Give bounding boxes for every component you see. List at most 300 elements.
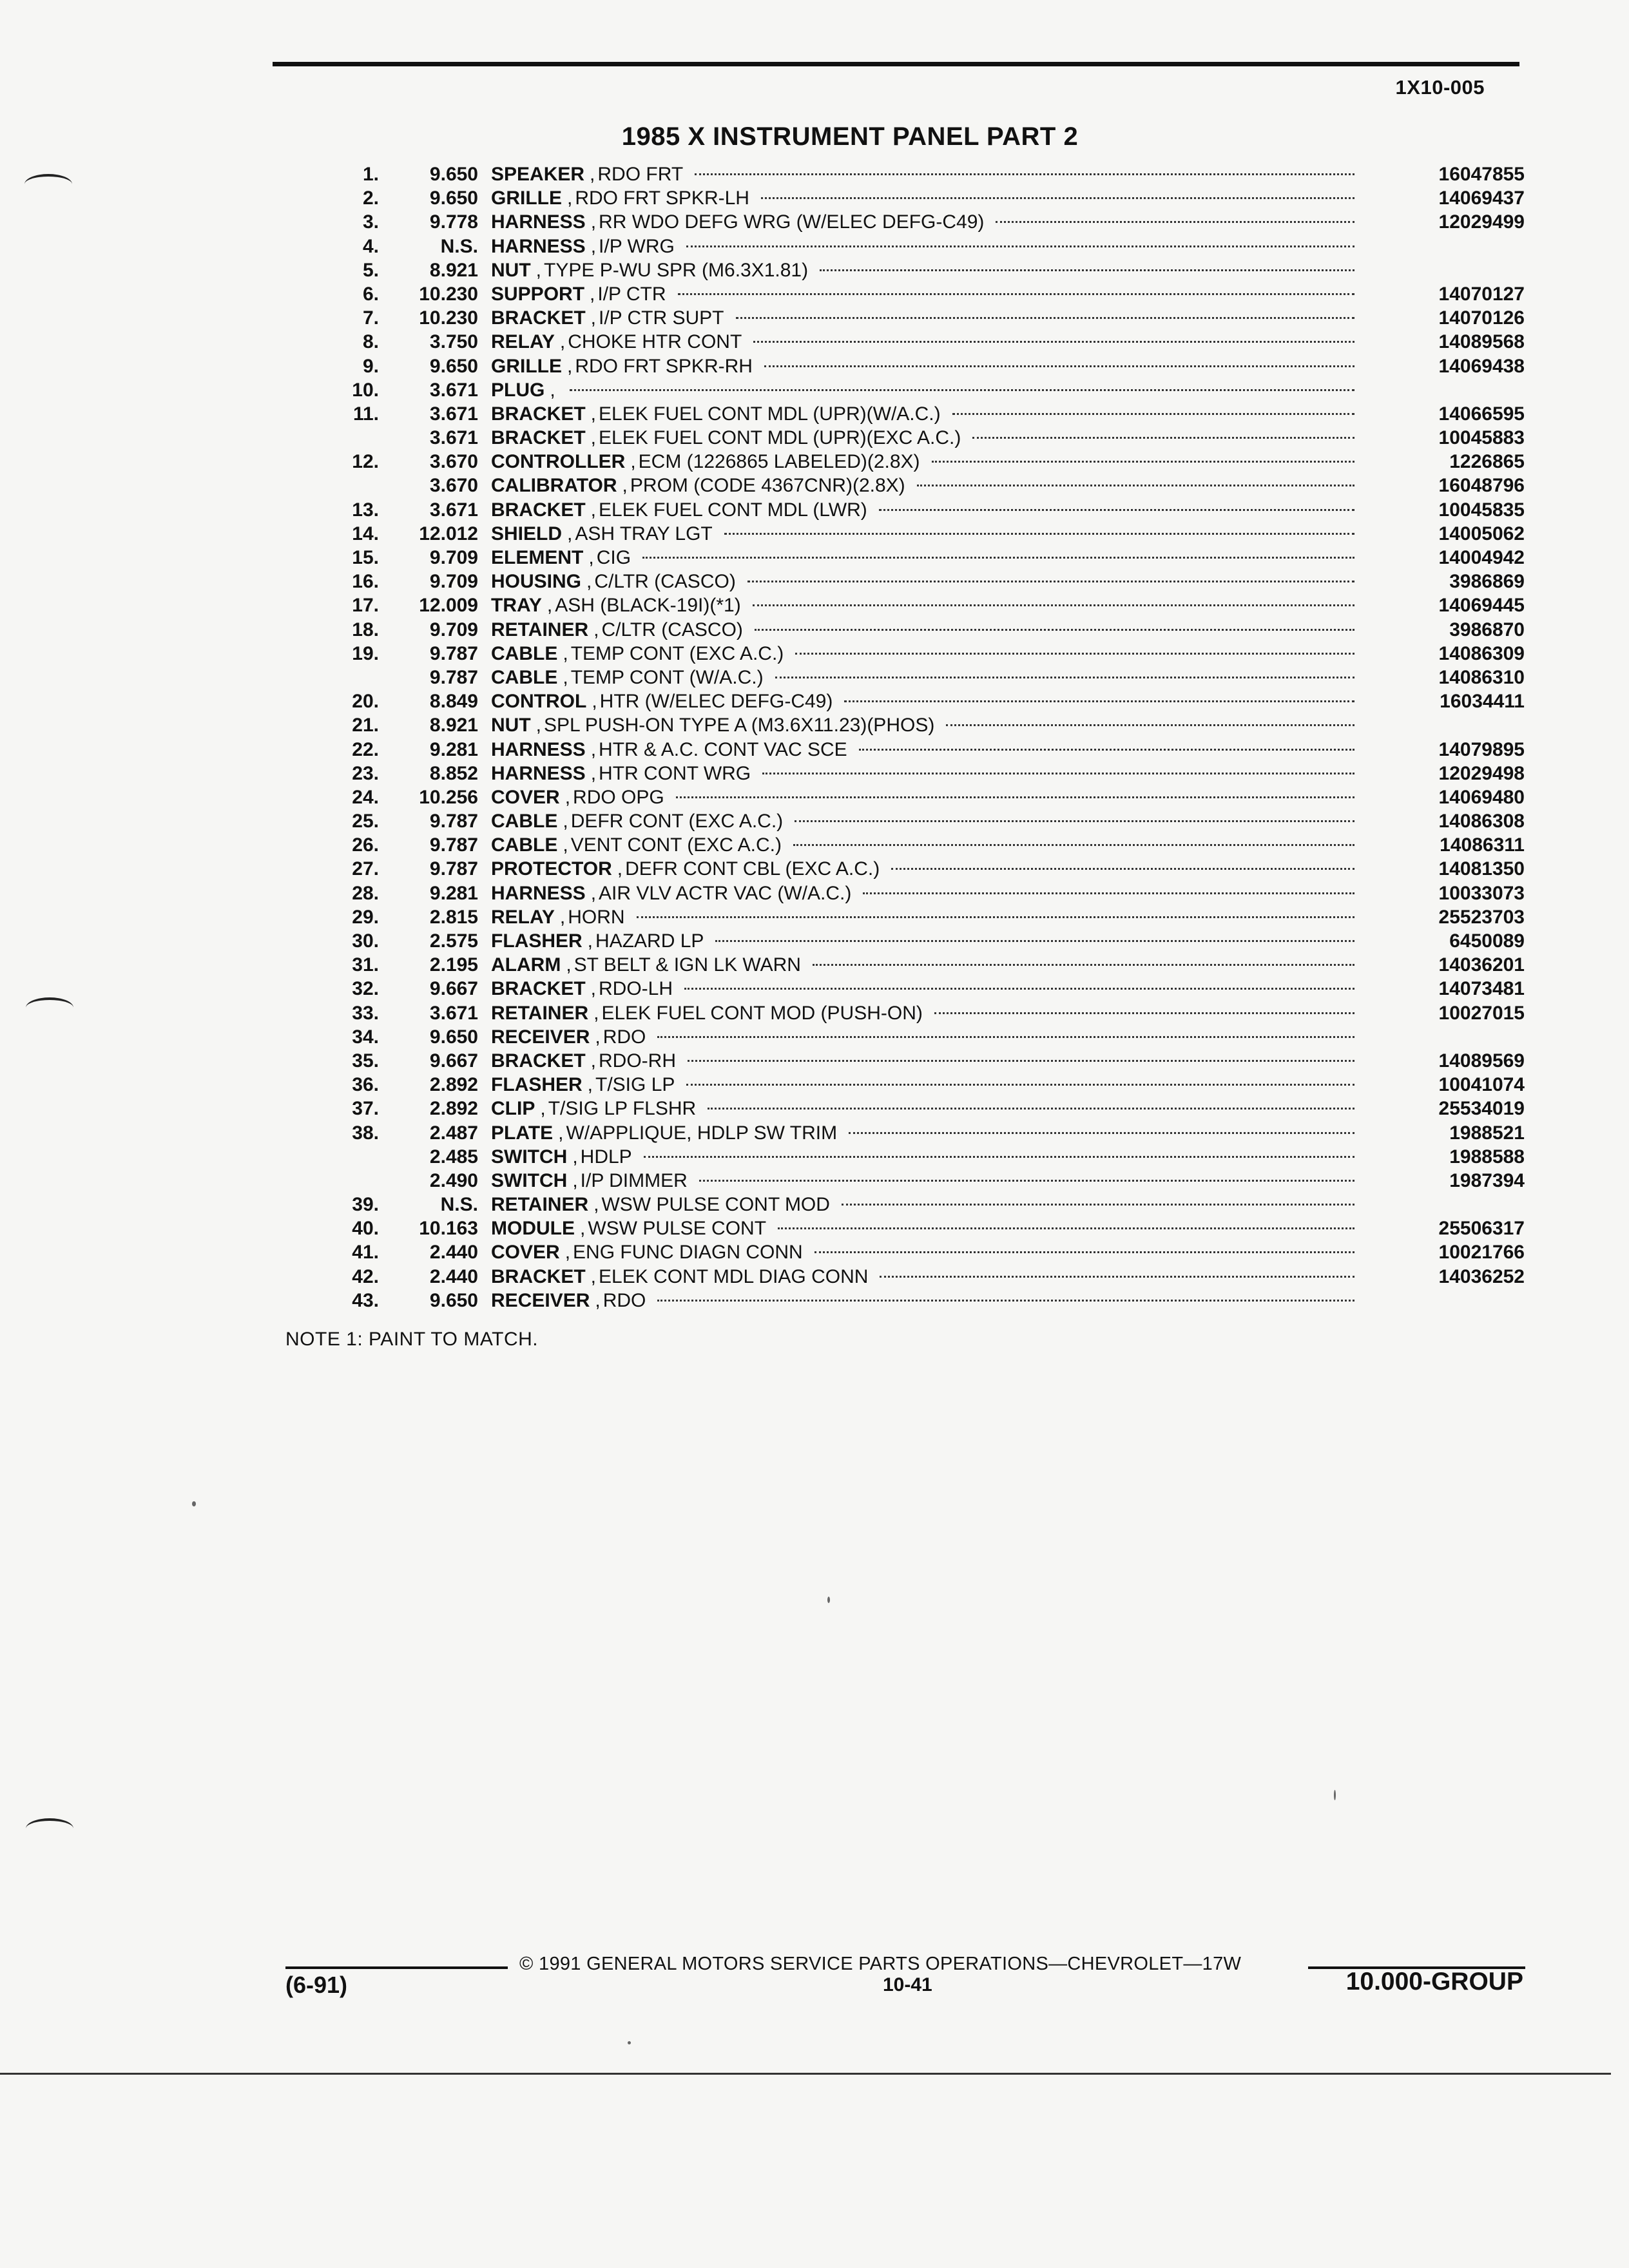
reference-number: 2.440: [429, 1265, 478, 1287]
part-name: CONTROL: [491, 691, 587, 713]
item-number: 39.: [352, 1194, 379, 1216]
part-detail: RDO-RH: [599, 1050, 677, 1072]
part-number: 25534019: [1438, 1098, 1525, 1120]
part-row: [284, 546, 1525, 570]
item-number: 22.: [352, 738, 379, 760]
part-number: 1988521: [1449, 1122, 1525, 1144]
dot-leader: [952, 413, 1354, 415]
part-name: BRACKET: [491, 427, 586, 449]
part-detail: ASH (BLACK-19I)(*1): [555, 595, 741, 617]
part-row: [284, 235, 1525, 258]
item-number: 10.: [352, 379, 379, 401]
part-detail: ELEK CONT MDL DIAG CONN: [599, 1265, 869, 1287]
part-row: [284, 450, 1525, 474]
part-name: HARNESS: [491, 738, 586, 760]
reference-number: 3.671: [429, 403, 478, 425]
part-name: NUT: [491, 715, 531, 736]
part-description: [491, 402, 1364, 426]
part-detail: CHOKE HTR CONT: [568, 331, 742, 353]
part-row: [284, 905, 1525, 929]
description-separator: ,: [546, 595, 553, 617]
part-number: 10033073: [1438, 882, 1525, 904]
item-number: 25.: [352, 811, 379, 832]
part-number: 25506317: [1438, 1218, 1525, 1240]
description-separator: ,: [590, 403, 597, 425]
item-number: 2.: [362, 187, 379, 209]
part-description: [491, 426, 1364, 450]
part-name: TRAY: [491, 595, 542, 617]
part-number: 16048796: [1438, 475, 1525, 497]
part-detail: DEFR CONT CBL (EXC A.C.): [625, 858, 880, 880]
part-row: [284, 1073, 1525, 1097]
part-description: [491, 1289, 1364, 1312]
item-number: 38.: [352, 1122, 379, 1144]
reference-number: 3.671: [429, 499, 478, 521]
part-description: [491, 977, 1364, 1001]
reference-number: 2.892: [429, 1074, 478, 1096]
part-description: [491, 857, 1364, 881]
dot-leader: [657, 1300, 1354, 1302]
part-detail: HTR (W/ELEC DEFG-C49): [599, 691, 833, 713]
footer-rule: [285, 1966, 508, 1969]
part-name: NUT: [491, 259, 531, 281]
reference-number: 9.667: [429, 978, 478, 1000]
item-number: 20.: [352, 691, 379, 713]
part-name: RETAINER: [491, 1002, 589, 1024]
reference-number: 3.750: [429, 331, 478, 353]
item-number: 15.: [352, 547, 379, 568]
dot-leader: [934, 1012, 1354, 1014]
reference-number: 10.163: [419, 1218, 478, 1240]
part-name: CABLE: [491, 642, 558, 664]
part-number: 12029498: [1438, 762, 1525, 784]
dot-leader: [879, 509, 1354, 511]
item-number: 8.: [362, 331, 379, 353]
description-separator: ,: [590, 499, 597, 521]
part-description: [491, 833, 1364, 857]
dot-leader: [747, 581, 1354, 582]
item-number: 35.: [352, 1050, 379, 1072]
part-name: RETAINER: [491, 1194, 589, 1216]
reference-number: 12.009: [419, 595, 478, 617]
part-description: [491, 474, 1364, 497]
part-detail: TYPE P-WU SPR (M6.3X1.81): [544, 259, 809, 281]
part-row: [284, 1121, 1525, 1145]
description-separator: ,: [593, 1194, 599, 1216]
part-detail: RDO: [602, 1026, 646, 1048]
item-number: 33.: [352, 1002, 379, 1024]
reference-number: 2.487: [429, 1122, 478, 1144]
part-name: CLIP: [491, 1098, 535, 1120]
part-detail: ELEK FUEL CONT MOD (PUSH-ON): [601, 1002, 923, 1024]
part-number: 14086311: [1440, 834, 1525, 856]
reference-number: 2.440: [429, 1242, 478, 1264]
part-row: [284, 1289, 1525, 1312]
part-name: PROTECTOR: [491, 858, 612, 880]
dot-leader: [795, 820, 1354, 822]
description-separator: ,: [590, 1050, 597, 1072]
part-name: SWITCH: [491, 1169, 568, 1191]
part-number: 14069480: [1438, 786, 1525, 808]
description-separator: ,: [590, 307, 597, 329]
part-name: CONTROLLER: [491, 451, 626, 473]
part-description: [491, 282, 1364, 306]
part-number: 16047855: [1438, 164, 1525, 185]
part-description: [491, 689, 1364, 713]
dot-leader: [724, 533, 1354, 535]
part-name: BRACKET: [491, 403, 586, 425]
part-row: [284, 762, 1525, 785]
description-separator: ,: [540, 1098, 546, 1120]
part-number: 14069437: [1438, 187, 1525, 209]
item-number: 37.: [352, 1098, 379, 1120]
part-name: BRACKET: [491, 307, 586, 329]
description-separator: ,: [566, 954, 572, 976]
part-number: 10021766: [1438, 1242, 1525, 1264]
dot-leader: [684, 988, 1354, 990]
part-row: [284, 378, 1525, 402]
dot-leader: [844, 700, 1354, 702]
part-detail: RDO FRT: [597, 164, 684, 185]
item-number: 11.: [352, 403, 379, 425]
description-separator: ,: [567, 355, 573, 377]
dot-leader: [686, 1084, 1354, 1086]
part-row: [284, 666, 1525, 689]
description-separator: ,: [567, 187, 573, 209]
part-row: [284, 1216, 1525, 1240]
part-description: [491, 1121, 1364, 1145]
part-detail: ST BELT & IGN LK WARN: [574, 954, 801, 976]
page-number: 10-41: [883, 1974, 932, 1995]
description-separator: ,: [630, 451, 636, 473]
description-separator: ,: [592, 691, 597, 713]
part-number: 10045835: [1438, 499, 1525, 521]
punch-hole-mark: [26, 997, 73, 1018]
bottom-rule: [0, 2073, 1611, 2075]
reference-number: 9.281: [429, 738, 478, 760]
dot-leader: [676, 796, 1354, 798]
description-separator: ,: [558, 1122, 564, 1144]
item-number: 5.: [362, 259, 379, 281]
item-number: 43.: [352, 1289, 379, 1311]
dot-leader: [996, 221, 1354, 223]
part-detail: WSW PULSE CONT MOD: [601, 1194, 830, 1216]
dot-leader: [859, 749, 1354, 751]
reference-number: 3.671: [429, 1002, 478, 1024]
part-detail: RR WDO DEFG WRG (W/ELEC DEFG-C49): [599, 211, 985, 233]
dot-leader: [715, 940, 1354, 942]
reference-number: 9.787: [429, 666, 478, 688]
dot-leader: [795, 653, 1354, 655]
part-number: 14036252: [1438, 1265, 1525, 1287]
part-name: RELAY: [491, 906, 555, 928]
part-row: [284, 258, 1525, 282]
item-number: 41.: [352, 1242, 379, 1264]
item-number: 21.: [352, 715, 379, 736]
part-row: [284, 426, 1525, 450]
part-name: RECEIVER: [491, 1026, 590, 1048]
part-number: 16034411: [1440, 691, 1525, 713]
dot-leader: [708, 1108, 1354, 1110]
part-description: [491, 570, 1364, 593]
part-number: 6450089: [1449, 930, 1525, 952]
part-detail: HTR CONT WRG: [599, 762, 751, 784]
dot-leader: [686, 245, 1354, 247]
part-description: [491, 546, 1364, 570]
part-detail: RDO OPG: [573, 786, 664, 808]
reference-number: 8.852: [429, 762, 478, 784]
part-number: 14089568: [1438, 331, 1525, 353]
description-separator: ,: [535, 259, 541, 281]
part-detail: SPL PUSH-ON TYPE A (M3.6X11.23)(PHOS): [544, 715, 935, 736]
part-row: [284, 713, 1525, 737]
part-row: [284, 402, 1525, 426]
scan-speck: [1334, 1790, 1336, 1800]
part-name: SUPPORT: [491, 283, 585, 305]
part-row: [284, 570, 1525, 593]
dot-leader: [880, 1276, 1354, 1278]
reference-number: 9.281: [429, 882, 478, 904]
part-row: [284, 1169, 1525, 1193]
part-name: HARNESS: [491, 235, 586, 257]
part-row: [284, 857, 1525, 881]
part-detail: HORN: [568, 906, 625, 928]
reference-number: 9.650: [429, 187, 478, 209]
description-separator: ,: [595, 1289, 601, 1311]
part-name: BRACKET: [491, 978, 586, 1000]
dot-leader: [762, 773, 1354, 774]
part-description: [491, 929, 1364, 953]
part-description: [491, 593, 1364, 617]
part-detail: RDO FRT SPKR-RH: [575, 355, 753, 377]
part-row: [284, 1097, 1525, 1120]
part-description: [491, 666, 1364, 689]
part-description: [491, 785, 1364, 809]
part-row: [284, 1049, 1525, 1073]
part-name: SWITCH: [491, 1146, 568, 1168]
part-detail: HDLP: [580, 1146, 632, 1168]
description-separator: ,: [590, 235, 597, 257]
part-description: [491, 642, 1364, 666]
part-detail: I/P CTR SUPT: [599, 307, 724, 329]
reference-number: 8.921: [429, 259, 478, 281]
description-separator: ,: [587, 930, 593, 952]
part-row: [284, 522, 1525, 546]
part-detail: I/P CTR: [597, 283, 666, 305]
description-separator: ,: [559, 331, 566, 353]
part-name: HARNESS: [491, 762, 586, 784]
part-description: [491, 354, 1364, 378]
description-separator: ,: [580, 1218, 586, 1240]
reference-number: 9.709: [429, 619, 478, 640]
part-name: CABLE: [491, 811, 558, 832]
description-separator: ,: [587, 1074, 593, 1096]
part-name: CABLE: [491, 834, 558, 856]
reference-number: 9.787: [429, 858, 478, 880]
part-detail: ELEK FUEL CONT MDL (UPR)(W/A.C.): [599, 403, 941, 425]
part-description: [491, 809, 1364, 833]
part-row: [284, 953, 1525, 977]
part-number: 1988588: [1449, 1146, 1525, 1168]
part-detail: ELEK FUEL CONT MDL (LWR): [599, 499, 867, 521]
revision-date: (6-91): [285, 1972, 348, 1998]
dot-leader: [778, 1227, 1354, 1229]
part-number: 14079895: [1438, 738, 1525, 760]
dot-leader: [755, 629, 1354, 631]
reference-number: 2.892: [429, 1098, 478, 1120]
part-row: [284, 881, 1525, 905]
part-row: [284, 354, 1525, 378]
reference-number: 9.778: [429, 211, 478, 233]
dot-leader: [946, 724, 1354, 726]
part-detail: ECM (1226865 LABELED)(2.8X): [638, 451, 920, 473]
part-detail: PROM (CODE 4367CNR)(2.8X): [630, 475, 905, 497]
part-detail: VENT CONT (EXC A.C.): [570, 834, 782, 856]
part-number: 14081350: [1438, 858, 1525, 880]
part-detail: TEMP CONT (W/A.C.): [570, 666, 764, 688]
reference-number: 9.650: [429, 355, 478, 377]
description-separator: ,: [590, 762, 597, 784]
part-description: [491, 1025, 1364, 1049]
part-name: RETAINER: [491, 619, 589, 640]
part-row: [284, 210, 1525, 234]
dot-leader: [753, 341, 1354, 343]
part-description: [491, 1001, 1364, 1025]
part-description: [491, 881, 1364, 905]
description-separator: ,: [590, 427, 597, 449]
part-row: [284, 593, 1525, 617]
reference-number: 2.485: [429, 1146, 478, 1168]
reference-number: 9.709: [429, 547, 478, 568]
description-separator: ,: [590, 164, 595, 185]
description-separator: ,: [590, 211, 597, 233]
punch-hole-mark: [24, 174, 72, 195]
item-number: 9.: [362, 355, 379, 377]
part-row: [284, 642, 1525, 666]
part-row: [284, 689, 1525, 713]
reference-number: 8.921: [429, 715, 478, 736]
description-separator: ,: [595, 1026, 601, 1048]
part-number: 14005062: [1438, 523, 1525, 544]
part-number: 14004942: [1438, 547, 1525, 568]
description-separator: ,: [622, 475, 628, 497]
part-number: 14070127: [1438, 283, 1525, 305]
dot-leader: [793, 844, 1354, 846]
item-number: 6.: [362, 283, 379, 305]
part-row: [284, 929, 1525, 953]
part-detail: C/LTR (CASCO): [594, 571, 736, 593]
part-name: COVER: [491, 786, 560, 808]
part-detail: HAZARD LP: [595, 930, 704, 952]
description-separator: ,: [550, 379, 555, 401]
description-separator: ,: [563, 834, 568, 856]
description-separator: ,: [593, 1002, 599, 1024]
part-description: [491, 210, 1364, 234]
item-number: 34.: [352, 1026, 379, 1048]
reference-number: 9.709: [429, 571, 478, 593]
part-number: 14086310: [1438, 666, 1525, 688]
part-row: [284, 282, 1525, 306]
part-description: [491, 450, 1364, 474]
item-number: 30.: [352, 930, 379, 952]
description-separator: ,: [586, 571, 592, 593]
reference-number: 8.849: [429, 691, 478, 713]
part-description: [491, 1216, 1364, 1240]
reference-number: 3.671: [429, 427, 478, 449]
copyright: © 1991 GENERAL MOTORS SERVICE PARTS OPERATIONS—CHEVROLET—17W: [519, 1954, 1242, 1974]
part-name: RECEIVER: [491, 1289, 590, 1311]
part-name: GRILLE: [491, 187, 562, 209]
reference-number: 9.787: [429, 811, 478, 832]
dot-leader: [657, 1036, 1354, 1038]
part-name: PLATE: [491, 1122, 554, 1144]
part-description: [491, 1240, 1364, 1264]
part-name: FLASHER: [491, 1074, 583, 1096]
dot-leader: [761, 197, 1354, 199]
dot-leader: [570, 389, 1354, 391]
reference-number: 9.787: [429, 834, 478, 856]
part-number: 12029499: [1438, 211, 1525, 233]
part-number: 14086309: [1438, 642, 1525, 664]
part-description: [491, 330, 1364, 354]
part-detail: RDO FRT SPKR-LH: [575, 187, 749, 209]
top-rule: [273, 62, 1519, 66]
part-row: [284, 1145, 1525, 1169]
part-number: 1226865: [1449, 451, 1525, 473]
part-detail: ENG FUNC DIAGN CONN: [573, 1242, 803, 1264]
reference-number: 3.670: [429, 451, 478, 473]
description-separator: ,: [588, 547, 594, 568]
part-description: [491, 522, 1364, 546]
item-number: 7.: [362, 307, 379, 329]
part-row: [284, 1265, 1525, 1289]
dot-leader: [775, 677, 1354, 678]
part-row: [284, 1001, 1525, 1025]
part-description: [491, 162, 1364, 186]
description-separator: ,: [617, 858, 623, 880]
part-description: [491, 905, 1364, 929]
part-row: [284, 1193, 1525, 1216]
dot-leader: [699, 1180, 1354, 1182]
part-row: [284, 833, 1525, 857]
reference-number: 10.230: [419, 307, 478, 329]
footnote: NOTE 1: PAINT TO MATCH.: [285, 1329, 539, 1350]
dot-leader: [736, 317, 1355, 319]
description-separator: ,: [563, 811, 568, 832]
group-label: 10.000-GROUP: [1345, 1968, 1523, 1995]
part-description: [491, 713, 1364, 737]
item-number: 16.: [352, 571, 379, 593]
part-detail: AIR VLV ACTR VAC (W/A.C.): [599, 882, 852, 904]
item-number: 23.: [352, 762, 379, 784]
part-name: SHIELD: [491, 523, 563, 544]
item-number: 14.: [352, 523, 379, 544]
reference-number: N.S.: [440, 235, 478, 257]
part-name: HARNESS: [491, 882, 586, 904]
item-number: 28.: [352, 882, 379, 904]
description-separator: ,: [564, 786, 571, 808]
part-description: [491, 1049, 1364, 1073]
part-name: HOUSING: [491, 571, 582, 593]
dot-leader: [678, 293, 1354, 295]
part-number: 14069438: [1438, 355, 1525, 377]
part-detail: C/LTR (CASCO): [601, 619, 743, 640]
item-number: 18.: [352, 619, 379, 640]
item-number: 40.: [352, 1218, 379, 1240]
dot-leader: [917, 485, 1354, 486]
scan-speck: [827, 1597, 830, 1603]
part-description: [491, 1097, 1364, 1120]
